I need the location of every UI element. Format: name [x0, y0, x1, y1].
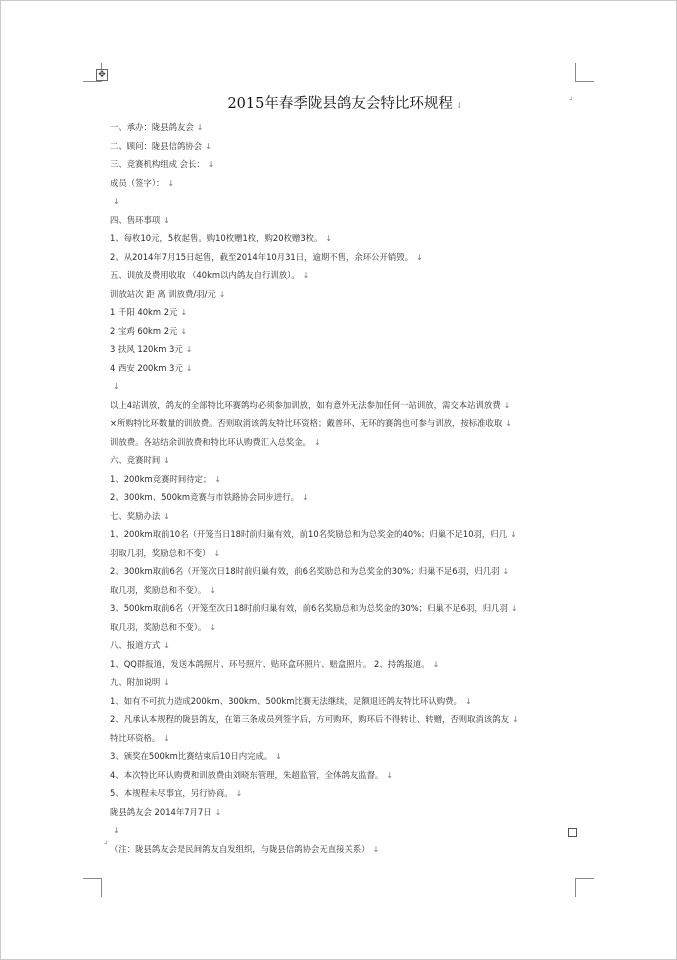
paragraph-mark: ↓ — [214, 474, 222, 484]
line-text: 训放站次 距 离 训放费/羽/元 — [110, 288, 216, 299]
document-line[interactable] — [110, 118, 580, 137]
document-line[interactable] — [110, 396, 580, 415]
document-line[interactable] — [110, 562, 580, 581]
document-line[interactable] — [110, 377, 580, 396]
paragraph-mark: ↓ — [372, 844, 380, 854]
line-text: 训放费。各站结余训放费和特比环认购费汇入总奖金。 — [110, 436, 311, 447]
paragraph-mark: ↓ — [209, 585, 217, 595]
line-text: 特比环资格。 — [110, 732, 161, 743]
line-text: 4 西安 200km 3元 — [110, 362, 183, 373]
paragraph-mark: ↓ — [302, 271, 310, 280]
document-line[interactable] — [110, 840, 580, 859]
line-text: （注：陇县鸽友会是民间鸽友自发组织，与陇县信鸽协会无直接关系） — [110, 843, 370, 854]
line-text: 1、如有不可抗力造成200km、300km、500km比赛无法继续，足额退还鸽友特比环认购费。 — [110, 695, 462, 706]
document-line[interactable] — [110, 285, 580, 304]
line-text: 二、顾问：陇县信鸽协会 — [110, 140, 203, 151]
line-text: 1、200km取前10名（开笼当日18时前归巢有效，前10名奖励总和为总奖金的40%；归巢不足10羽，归几 — [110, 529, 508, 539]
paragraph-mark: ↓ — [505, 419, 512, 428]
document-line[interactable] — [110, 488, 580, 507]
line-text: 2、凡承认本规程的陇县鸽友，在第三条成员列签字后，方可购环，购环后不得转让、转赠，否则取消该鸽友 — [110, 714, 509, 724]
paragraph-mark: ↓ — [163, 456, 170, 465]
document-line[interactable] — [110, 710, 580, 729]
document-line[interactable] — [110, 359, 580, 378]
paragraph-mark: ↓ — [113, 382, 120, 391]
paragraph-mark: ↓ — [314, 437, 321, 447]
document-line[interactable] — [110, 673, 580, 692]
line-text: 3、500km取前6名（开笼至次日18时前归巢有效，前6名奖励总和为总奖金的30%；归巢不足6羽，归几羽 — [110, 603, 508, 613]
paragraph-mark: ↓ — [510, 530, 517, 539]
margin-corner-top-right — [575, 63, 594, 82]
line-text: 5、本规程未尽事宜，另行协商。 — [110, 788, 233, 798]
document-body[interactable] — [110, 118, 580, 858]
line-text: 以上4站训放，鸽友的全部特比环赛鸽均必须参加训放，如有意外无法参加任何一站训放，需交本站训放费 — [110, 399, 501, 410]
line-text: 六、竞赛时间 — [110, 455, 161, 465]
paragraph-mark: ↓ — [205, 141, 212, 151]
line-text: 2、300km、500km竞赛与市铁路协会同步进行。 — [110, 492, 299, 502]
document-line[interactable] — [110, 507, 580, 526]
document-line[interactable] — [110, 729, 580, 748]
paragraph-mark: ↓ — [502, 567, 510, 576]
line-text: 3、颁奖在500km比赛结束后10日内完成。 — [110, 751, 273, 761]
document-line[interactable] — [110, 470, 580, 489]
paragraph-mark: ↓ — [196, 123, 204, 132]
margin-corner-bottom-left — [83, 878, 102, 897]
line-text: 七、奖励办法 — [110, 510, 161, 521]
paragraph-mark: ↓ — [163, 733, 170, 743]
document-line[interactable] — [110, 636, 580, 655]
document-line[interactable] — [110, 581, 580, 600]
line-text: 1 千阳 40km 2元 — [110, 307, 178, 317]
line-text: 九、附加说明 — [110, 677, 161, 687]
paragraph-mark: ↓ — [275, 752, 282, 761]
paragraph-mark: ↓ — [167, 178, 175, 188]
paragraph-mark-icon: ⌟ — [569, 92, 573, 101]
paragraph-mark: ↓ — [325, 234, 333, 243]
margin-corner-bottom-right — [575, 878, 594, 897]
line-text: 1、QQ群报道，发送本鸽照片、环号照片、贴环盒环照片、赔盒照片。 2、持鸽报道。 — [110, 658, 430, 669]
document-line[interactable] — [110, 155, 580, 174]
paragraph-mark: ↓ — [416, 252, 423, 262]
line-text: 一、承办：陇县鸽友会 — [110, 122, 194, 132]
paragraph-mark: ↓ — [185, 345, 193, 354]
line-text: 3 扶风 120km 3元 — [110, 344, 183, 354]
move-anchor-icon[interactable]: ✥ — [96, 69, 108, 81]
paragraph-mark: ↓ — [218, 289, 226, 299]
line-text: 2 宝鸡 60km 2元 — [110, 325, 178, 336]
paragraph-mark: ↓ — [163, 511, 170, 521]
paragraph-mark: ↓ — [464, 696, 472, 706]
paragraph-mark: ↓ — [214, 807, 222, 817]
document-line[interactable] — [110, 747, 580, 766]
paragraph-mark: ↓ — [235, 789, 243, 798]
document-line[interactable] — [110, 525, 580, 544]
document-line[interactable] — [110, 451, 580, 470]
end-of-cell-marker — [568, 828, 577, 837]
paragraph-mark: ↓ — [207, 160, 215, 169]
line-text: 成员（签字）： — [110, 177, 165, 188]
document-line[interactable] — [110, 137, 580, 156]
document-line[interactable] — [110, 248, 580, 267]
document-line[interactable] — [110, 803, 580, 822]
document-line[interactable] — [110, 414, 580, 433]
line-text: 2、300km取前6名（开笼次日18时前归巢有效，前6名奖励总和为总奖金的30%；归巢不足6羽，归几羽 — [110, 566, 500, 576]
line-text: 三、竞赛机构组成 会长： — [110, 159, 205, 169]
paragraph-mark: ↓ — [163, 678, 170, 687]
document-line[interactable] — [110, 692, 580, 711]
line-text: 陇县鸽友会 2014年7月7日 — [110, 806, 212, 817]
paragraph-mark: ↓ — [163, 641, 170, 650]
document-line[interactable] — [110, 192, 580, 211]
paragraph-mark: ↓ — [432, 659, 440, 669]
paragraph-mark: ↓ — [511, 715, 519, 724]
document-line[interactable] — [110, 655, 580, 674]
line-text: 取几羽，奖励总和不变）。 — [110, 584, 207, 595]
document-line[interactable] — [110, 174, 580, 193]
document-line[interactable] — [110, 340, 580, 359]
line-text: 八、报道方式 — [110, 640, 161, 650]
document-line[interactable] — [110, 784, 580, 803]
paragraph-mark: ↓ — [180, 326, 188, 336]
paragraph-mark: ↓ — [209, 622, 217, 632]
paragraph-mark: ↓ — [185, 363, 193, 373]
paragraph-mark: ↓ — [386, 770, 394, 780]
section-end-mark: ⌟ — [104, 836, 108, 845]
document-line[interactable] — [110, 322, 580, 341]
document-line[interactable] — [110, 544, 580, 563]
line-text: 四、售环事项 — [110, 214, 161, 225]
document-line[interactable] — [110, 766, 580, 785]
line-text: 五、训放及费用收取 （40km以内鸽友自行训放）。 — [110, 270, 300, 280]
paragraph-mark: ↓ — [503, 400, 511, 410]
line-text: 取几羽，奖励总和不变）。 — [110, 621, 207, 632]
line-text: ×所购特比环数量的训放费。否则取消该鸽友特比环资格；戴普环、无环的赛鸽也可参与训放，按标准收取 — [110, 418, 503, 428]
document-line[interactable] — [110, 266, 580, 285]
paragraph-mark: ↓ — [301, 493, 309, 502]
line-text: 羽取几羽，奖励总和不变） — [110, 547, 211, 558]
line-text: 1、每枚10元，5枚起售。购10枚赠1枚，购20枚赠3枚。 — [110, 233, 323, 243]
document-line[interactable] — [110, 821, 580, 840]
document-line[interactable] — [110, 211, 580, 230]
document-line[interactable] — [110, 433, 580, 452]
paragraph-mark: ↓ — [113, 197, 120, 206]
document-title[interactable]: 2015年春季陇县鸽友会特比环规程 ↓ — [227, 96, 463, 112]
paragraph-mark: ↓ — [213, 548, 221, 558]
paragraph-mark: ↓ — [113, 826, 120, 835]
paragraph-mark: ↓ — [180, 308, 188, 317]
line-text: 2、从2014年7月15日起售，截至2014年10月31日，逾期不售，余环公开销毁。 — [110, 251, 414, 262]
document-line[interactable] — [110, 229, 580, 248]
line-text: 4、本次特比环认购费和训放费由刘晓东管理，朱超监管，全体鸽友监督。 — [110, 769, 384, 780]
document-line[interactable] — [110, 303, 580, 322]
paragraph-mark: ↓ — [510, 604, 518, 613]
document-line[interactable] — [110, 599, 580, 618]
document-line[interactable] — [110, 618, 580, 637]
line-text: 1、200km竞赛时间待定； — [110, 473, 212, 484]
paragraph-mark: ↓ — [163, 215, 170, 225]
